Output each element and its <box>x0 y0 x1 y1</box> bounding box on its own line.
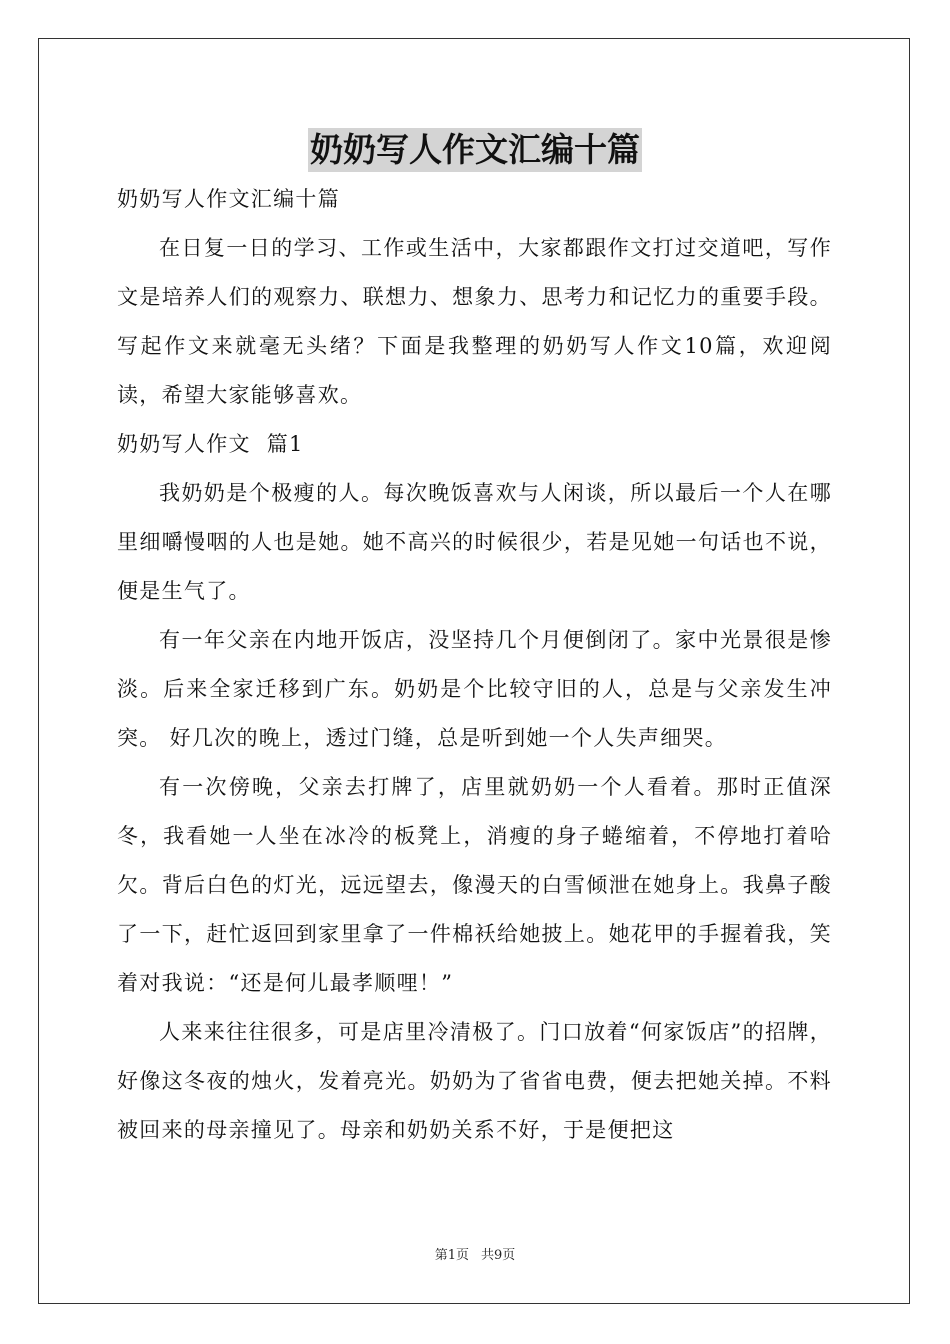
section-heading: 奶奶写人作文 篇1 <box>117 432 304 456</box>
document-title <box>0 128 950 172</box>
body-paragraph: 人来来往往很多，可是店里冷清极了。门口放着“何家饭店”的招牌，好像这冬夜的烛火，发着亮光。奶奶为了省省电费，便去把她关掉。不料被回来的母亲撞见了。母亲和奶奶关系不好，于是便把这 <box>117 1020 832 1142</box>
page-total: 共9页 <box>481 1248 516 1263</box>
document-title-text: 奶奶写人作文汇编十篇 <box>308 128 642 172</box>
intro-paragraph: 在日复一日的学习、工作或生活中，大家都跟作文打过交道吧，写作文是培养人们的观察力、联想力、想象力、思考力和记忆力的重要手段。写起作文来就毫无头绪？下面是我整理的奶奶写人作文10篇，欢迎阅读，希望大家能够喜欢。 <box>117 236 832 407</box>
body-paragraph: 我奶奶是个极瘦的人。每次晚饭喜欢与人闲谈，所以最后一个人在哪里细嚼慢咽的人也是她。她不高兴的时候很少，若是见她一句话也不说，便是生气了。 <box>117 481 832 603</box>
page-number: 第1页 <box>434 1248 469 1263</box>
body-paragraph: 有一次傍晚，父亲去打牌了，店里就奶奶一个人看着。那时正值深冬，我看她一人坐在冰冷的板凳上，消瘦的身子蜷缩着，不停地打着哈欠。背后白色的灯光，远远望去，像漫天的白雪倾泄在她身上。我鼻子酸了一下，赶忙返回到家里拿了一件棉袄给她披上。她花甲的手握着我，笑着对我说：“还是何儿最孝顺哩！” <box>117 775 832 995</box>
body-paragraph: 有一年父亲在内地开饭店，没坚持几个月便倒闭了。家中光景很是惨淡。后来全家迁移到广东。奶奶是个比较守旧的人，总是与父亲发生冲突。 好几次的晚上，透过门缝，总是听到她一个人失声细哭。 <box>117 628 832 750</box>
document-body <box>117 175 832 1155</box>
document-subtitle: 奶奶写人作文汇编十篇 <box>117 187 340 211</box>
page-footer <box>0 1244 950 1263</box>
